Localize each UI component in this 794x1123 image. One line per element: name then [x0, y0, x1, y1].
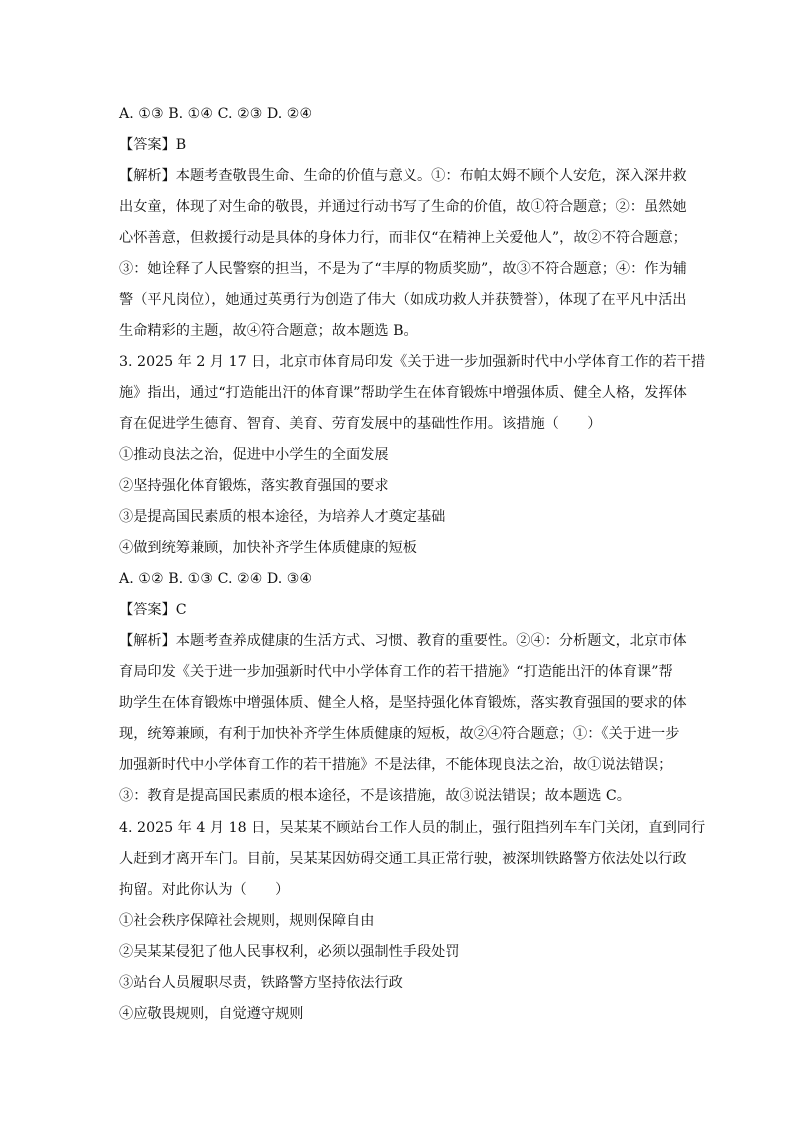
- q3-stem-line: 施》指出，通过“打造能出汗的体育课”帮助学生在体育锻炼中增强体质、健全人格，发挥体: [119, 385, 687, 401]
- q2-analysis-line: 出女童，体现了对生命的敬畏，并通过行动书写了生命的价值，故①符合题意；②：虽然她: [119, 199, 687, 215]
- q2-analysis-line: 生命精彩的主题，故④符合题意；故本题选 B。: [119, 323, 418, 339]
- q3-analysis-line: 现，统筹兼顾，有利于加快补齐学生体质健康的短板，故②④符合题意；①：《关于进一步: [119, 726, 680, 742]
- q3-options: A. ①② B. ①③ C. ②④ D. ③④: [119, 571, 313, 587]
- q3-analysis-line: 育局印发《关于进一步加强新时代中小学体育工作的若干措施》“打造能出汗的体育课”帮: [119, 664, 673, 680]
- q4-stem-line: 人赶到才离开车门。目前，吴某某因妨碍交通工具正常行驶，被深圳铁路警方依法处以行政: [119, 851, 687, 867]
- q4-item: ③站台人员履职尽责，铁路警方坚持依法行政: [119, 975, 403, 991]
- q3-analysis-line: 【解析】本题考查养成健康的生活方式、习惯、教育的重要性。②④：分析题文，北京市体: [119, 633, 687, 649]
- q3-item: ④做到统筹兼顾，加快补齐学生体质健康的短板: [119, 540, 417, 556]
- q3-analysis-line: 加强新时代中小学体育工作的若干措施》不是法律，不能体现良法之治，故①说法错误；: [119, 757, 673, 773]
- q3-item: ②坚持强化体育锻炼，落实教育强国的要求: [119, 478, 389, 494]
- q3-stem-line: 育在促进学生德育、智育、美育、劳育发展中的基础性作用。该措施（ ）: [119, 416, 602, 432]
- q3-analysis-line: ③：教育是提高国民素质的根本途径，不是该措施，故③说法错误；故本题选 C。: [119, 788, 631, 804]
- q2-analysis-line: 【解析】本题考查敬畏生命、生命的价值与意义。①：布帕太姆不顾个人安危，深入深井救: [119, 168, 687, 184]
- q4-item: ②吴某某侵犯了他人民事权利，必须以强制性手段处罚: [119, 944, 460, 960]
- q4-stem-line: 4. 2025 年 4 月 18 日，吴某某不顾站台工作人员的制止，强行阻挡列车车门关闭，直到同行: [119, 820, 706, 836]
- q2-analysis-line: 心怀善意，但救援行动是具体的身体力行，而非仅“在精神上关爱他人”，故②不符合题意；: [119, 230, 687, 246]
- q4-item: ①社会秩序保障社会规则，规则保障自由: [119, 913, 375, 929]
- q3-stem-line: 3. 2025 年 2 月 17 日，北京市体育局印发《关于进一步加强新时代中小学体育工作的若干措: [119, 354, 706, 370]
- q3-answer: 【答案】C: [119, 602, 187, 618]
- q2-answer: 【答案】B: [119, 137, 187, 153]
- q4-stem-line: 拘留。对此你认为（ ）: [119, 882, 290, 898]
- q2-options: A. ①③ B. ①④ C. ②③ D. ②④: [119, 106, 313, 122]
- q3-item: ③是提高国民素质的根本途径，为培养人才奠定基础: [119, 509, 446, 525]
- q3-item: ①推动良法之治，促进中小学生的全面发展: [119, 447, 389, 463]
- q3-analysis-line: 助学生在体育锻炼中增强体质、健全人格，是坚持强化体育锻炼，落实教育强国的要求的体: [119, 695, 687, 711]
- q4-item: ④应敬畏规则，自觉遵守规则: [119, 1006, 304, 1022]
- q2-analysis-line: ③：她诠释了人民警察的担当，不是为了“丰厚的物质奖励”，故③不符合题意；④：作为辅: [119, 261, 687, 277]
- q2-analysis-line: 警（平凡岗位），她通过英勇行为创造了伟大（如成功救人并获赞誉），体现了在平凡中活出: [119, 292, 687, 308]
